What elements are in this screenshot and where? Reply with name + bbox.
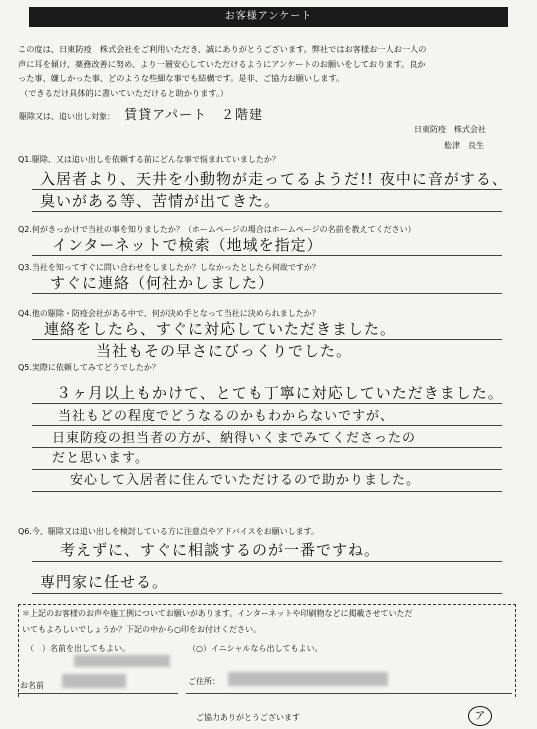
answer-5-line-5: 安心して入居者に住んでいただけるので助かりました。 (70, 473, 421, 488)
stamp-mark: ア (468, 706, 492, 726)
answer-4-line-2: 当社もその早さにびっくりでした。 (96, 342, 353, 360)
name-rule (18, 693, 178, 694)
answer-rule (32, 469, 502, 470)
answer-5-line-2: 当社もどの程度でどうなるのかもわからないですが、 (58, 409, 395, 424)
answer-3-line-1: すぐに連絡（何社かしました） (50, 274, 275, 292)
question-3: Q3.当社を知ってすぐに問い合わせをしましたか？しなかったとしたら何故ですか？ (18, 263, 320, 272)
address-rule (186, 693, 512, 694)
question-2: Q2.何がきっかけで当社の事を知りましたか？（ホームページの場合はホームページの名前を教えてください） (18, 225, 416, 234)
thanks-text: ご協力ありがとうございます (196, 713, 300, 722)
intro-line-1: この度は、日東防疫 株式会社をご利用いただき、誠にありがとうございます。弊社ではお客様お一人お一人の (18, 44, 427, 54)
answer-rule (32, 447, 502, 448)
name-label: お名前 (20, 681, 44, 690)
redacted-name (62, 674, 126, 688)
target-value: 賃貸アパート ２階建 (124, 108, 264, 123)
company-name: 日東防疫 株式会社 (414, 125, 486, 134)
answer-2-line-1: インターネットで検索（地域を指定） (52, 236, 323, 254)
intro-line-4: （できるだけ具体的に書いていただけると助かります。） (20, 87, 229, 98)
answer-rule (32, 189, 502, 190)
answer-4-line-1: 連絡をしたら、すぐに対応していただきました。 (44, 320, 397, 338)
answer-rule (32, 593, 502, 594)
redacted-block (74, 655, 170, 667)
question-6: Q6.今、駆除又は追い出しを検討している方に注意点やアドバイスをお願いします。 (18, 527, 320, 536)
consent-note (22, 608, 514, 636)
question-4: Q4.他の駆除・防疫会社がある中で、何が決め手となって当社に決められましたか？ (18, 309, 320, 318)
intro-line-2: 声に耳を傾け、薬務改善に努め、より一層安心していただけるようにアンケートのお願いをしております。良か (18, 58, 426, 69)
answer-6-line-1: 考えずに、すぐに相談するのが一番ですね。 (60, 541, 381, 559)
question-5: Q5.実際に依頼してみてどうでしたか？ (18, 363, 160, 372)
answer-rule (32, 403, 502, 404)
option-name: （ ）名前を出してもよい。 (26, 644, 130, 653)
survey-title: お客様アンケート (29, 7, 508, 27)
answer-rule (32, 425, 502, 426)
answer-5-line-3: 日東防疫の担当者の方が、納得いくまでみてくださったの (52, 431, 417, 446)
option-initials: （○）イニシャルなら出してもよい。 (188, 644, 323, 653)
answer-rule (32, 561, 502, 562)
target-label: 駆除又は、追い出し対象： (19, 112, 115, 121)
redacted-address (228, 672, 388, 686)
answer-rule (32, 293, 502, 294)
company-person: 舩津 良生 (444, 141, 484, 150)
company-block (414, 124, 524, 152)
consent-note-line-2: いてもよろしいでしょうか？下記の中から○印をお付けください。 (22, 625, 261, 634)
intro-line-3: った事、嫌しかった事、どのような些細な事でも結構です。是非、ご協力お願いします。 (18, 73, 345, 84)
answer-rule (32, 339, 502, 340)
answer-5-line-1: ３ヶ月以上もかけて、とても丁寧に対応していただきました。 (56, 384, 504, 402)
target-row (19, 104, 419, 125)
answer-1-line-2: 臭いがある等、苦情が出てきた。 (40, 192, 281, 210)
intro-text (18, 42, 523, 100)
address-label: ご住所： (188, 677, 220, 686)
answer-5-line-4: だと思います。 (52, 451, 149, 466)
answer-rule (32, 491, 502, 492)
answer-rule (32, 211, 502, 212)
answer-rule (32, 255, 502, 256)
answer-1-line-1: 入居者より、天井を小動物が走ってるようだ!! 夜中に音がする、 (40, 170, 508, 188)
consent-note-line-1: ＊上記のお客様のお声や施工例についてお願いがあります。インターネットや印刷物などに掲載させていただ (22, 609, 413, 618)
answer-6-line-2: 専門家に任せる。 (40, 573, 169, 591)
question-1: Q1.駆除、又は追い出しを依頼する前にどんな事で悩まれていましたか？ (18, 155, 280, 164)
